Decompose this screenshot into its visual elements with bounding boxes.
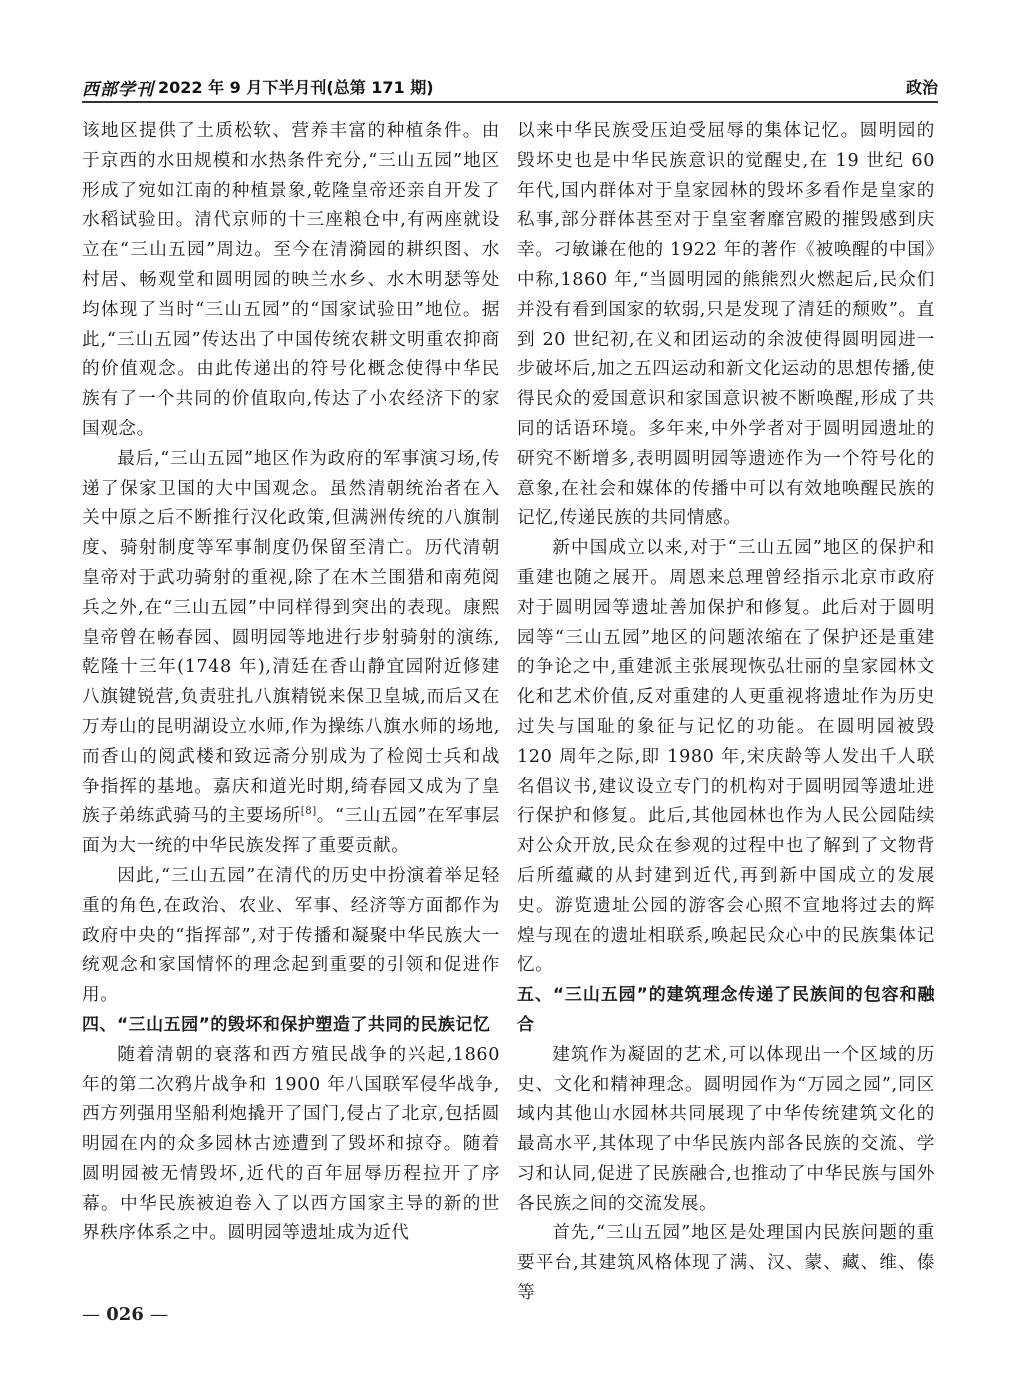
running-header (82, 74, 938, 102)
paragraph: 随着清朝的衰落和西方殖民战争的兴起,1860 年的第二次鸦片战争和 1900 年八国联军侵华战争,西方列强用坚船利炮撬开了国门,侵占了北京,包括圆明园在内的众多园林古迹遭到了毁坏和掠夺。随着圆明园被无情毁坏,近代的百年屈辱历程拉开了序幕。中华民族被迫卷入了以西方国家主导的新的世界秩序体系之中。圆明园等遗址成为近代 (82, 1044, 500, 1244)
paragraph: 首先,“三山五园”地区是处理国内民族问题的重要平台,其建筑风格体现了满、汉、蒙、藏、维、傣等 (517, 1223, 935, 1304)
paragraph (82, 445, 500, 862)
page-footer (82, 1304, 168, 1325)
paragraph: 因此,“三山五园”在清代的历史中扮演着举足轻重的角色,在政治、农业、军事、经济等方面都作为政府中央的“指挥部”,对于传播和凝聚中华民族大一统观念和家国情怀的理念起到重要的引领和促进作用。 (82, 865, 500, 1006)
left-column (82, 117, 500, 1249)
issue-info: 2022 年 9 月下半月刊(总第 171 期) (158, 78, 434, 97)
section-heading: 五、“三山五园”的建筑理念传递了民族间的包容和融合 (517, 985, 935, 1035)
section-heading: 四、“三山五园”的毁坏和保护塑造了共同的民族记忆 (82, 1014, 491, 1035)
footer-dash: — (82, 1304, 100, 1325)
section-name: 政治 (905, 78, 938, 97)
paragraph: 以来中华民族受压迫受屈辱的集体记忆。圆明园的毁坏史也是中华民族意识的觉醒史,在 19 世纪 60 年代,国内群体对于皇家园林的毁坏多看作是皇家的私事,部分群体甚至对于皇室奢靡宫殿的摧毁感到庆幸。刁敏谦在他的 1922 年的著作《被唤醒的中国》中称,1860 年,“当圆明园的熊熊烈火燃起后,民众们并没有看到国家的软弱,只是发现了清廷的颓败”。直到 20 世纪初,在义和团运动的余波使得圆明园进一步破坏后,加之五四运动和新文化运动的思想传播,使得民众的爱国意识和家国意识被不断唤醒,形成了共同的话语环境。多年来,中外学者对于圆明园遗址的研究不断增多,表明圆明园等遗迹作为一个符号化的意象,在社会和媒体的传播中可以有效地唤醒民族的记忆,传递民族的共同情感。 (517, 121, 935, 529)
paragraph: 建筑作为凝固的艺术,可以体现出一个区域的历史、文化和精神理念。圆明园作为“万园之园”,同区域内其他山水园林共同展现了中华传统建筑文化的最高水平,其体现了中华民族内部各民族的交流、学习和认同,促进了民族融合,也推动了中华民族与国外各民族之间的交流发展。 (517, 1044, 935, 1214)
page-number: 026 (106, 1304, 144, 1325)
footer-dash: — (150, 1304, 169, 1325)
header-rule (82, 101, 938, 103)
paragraph-text: 。“三山五园”在军事层面为大一统的中华民族发挥了重要贡献。 (82, 806, 501, 857)
citation-ref: [8] (300, 806, 317, 818)
paragraph: 该地区提供了土质松软、营养丰富的种植条件。由于京西的水田规模和水热条件充分,“三山五园”地区形成了宛如江南的种植景象,乾隆皇帝还亲自开发了水稻试验田。清代京师的十三座粮仓中,有两座就设立在“三山五园”周边。至今在清漪园的耕织图、水村居、畅观堂和圆明园的映兰水乡、水木明瑟等处均体现了当时“三山五园”的“国家试验田”地位。据此,“三山五园”传达出了中国传统农耕文明重农抑商的价值观念。由此传递出的符号化概念使得中华民族有了一个共同的价值取向,传达了小农经济下的家国观念。 (82, 121, 500, 439)
right-column (517, 117, 935, 1309)
paragraph-text: 最后,“三山五园”地区作为政府的军事演习场,传递了保家卫国的大中国观念。虽然清朝统治者在入关中原之后不断推行汉化政策,但满洲传统的八旗制度、骑射制度等军事制度仍保留至清亡。历代清朝皇帝对于武功骑射的重视,除了在木兰围猎和南苑阅兵之外,在“三山五园”中同样得到突出的表现。康熙皇帝曾在畅春园、圆明园等地进行步射骑射的演练,乾隆十三年(1748 年),清廷在香山静宜园附近修建八旗键锐营,负责驻扎八旗精锐来保卫皇城,而后又在万寿山的昆明湖设立水师,作为操练八旗水师的场地,而香山的阅武楼和致远斋分别成为了检阅士兵和战争指挥的基地。嘉庆和道光时期,绮春园又成为了皇族子弟练武骑马的主要场所 (82, 448, 500, 827)
paragraph: 新中国成立以来,对于“三山五园”地区的保护和重建也随之展开。周恩来总理曾经指示北京市政府对于圆明园等遗址善加保护和修复。此后对于圆明园等“三山五园”地区的问题浓缩在了保护还是重建的争论之中,重建派主张展现恢弘壮丽的皇家园林文化和艺术价值,反对重建的人更重视将遗址作为历史过失与国耻的象征与记忆的功能。在圆明园被毁 120 周年之际,即 1980 年,宋庆龄等人发出千人联名倡议书,建议设立专门的机构对于圆明园等遗址进行保护和修复。此后,其他园林也作为人民公园陆续对公众开放,民众在参观的过程中也了解到了文物背后所蕴藏的从封建到近代,再到新中国成立的发展史。游览遗址公园的游客会心照不宣地将过去的辉煌与现在的遗址相联系,唤起民众心中的民族集体记忆。 (517, 538, 935, 976)
journal-logo: 西部学刊 (82, 80, 154, 100)
